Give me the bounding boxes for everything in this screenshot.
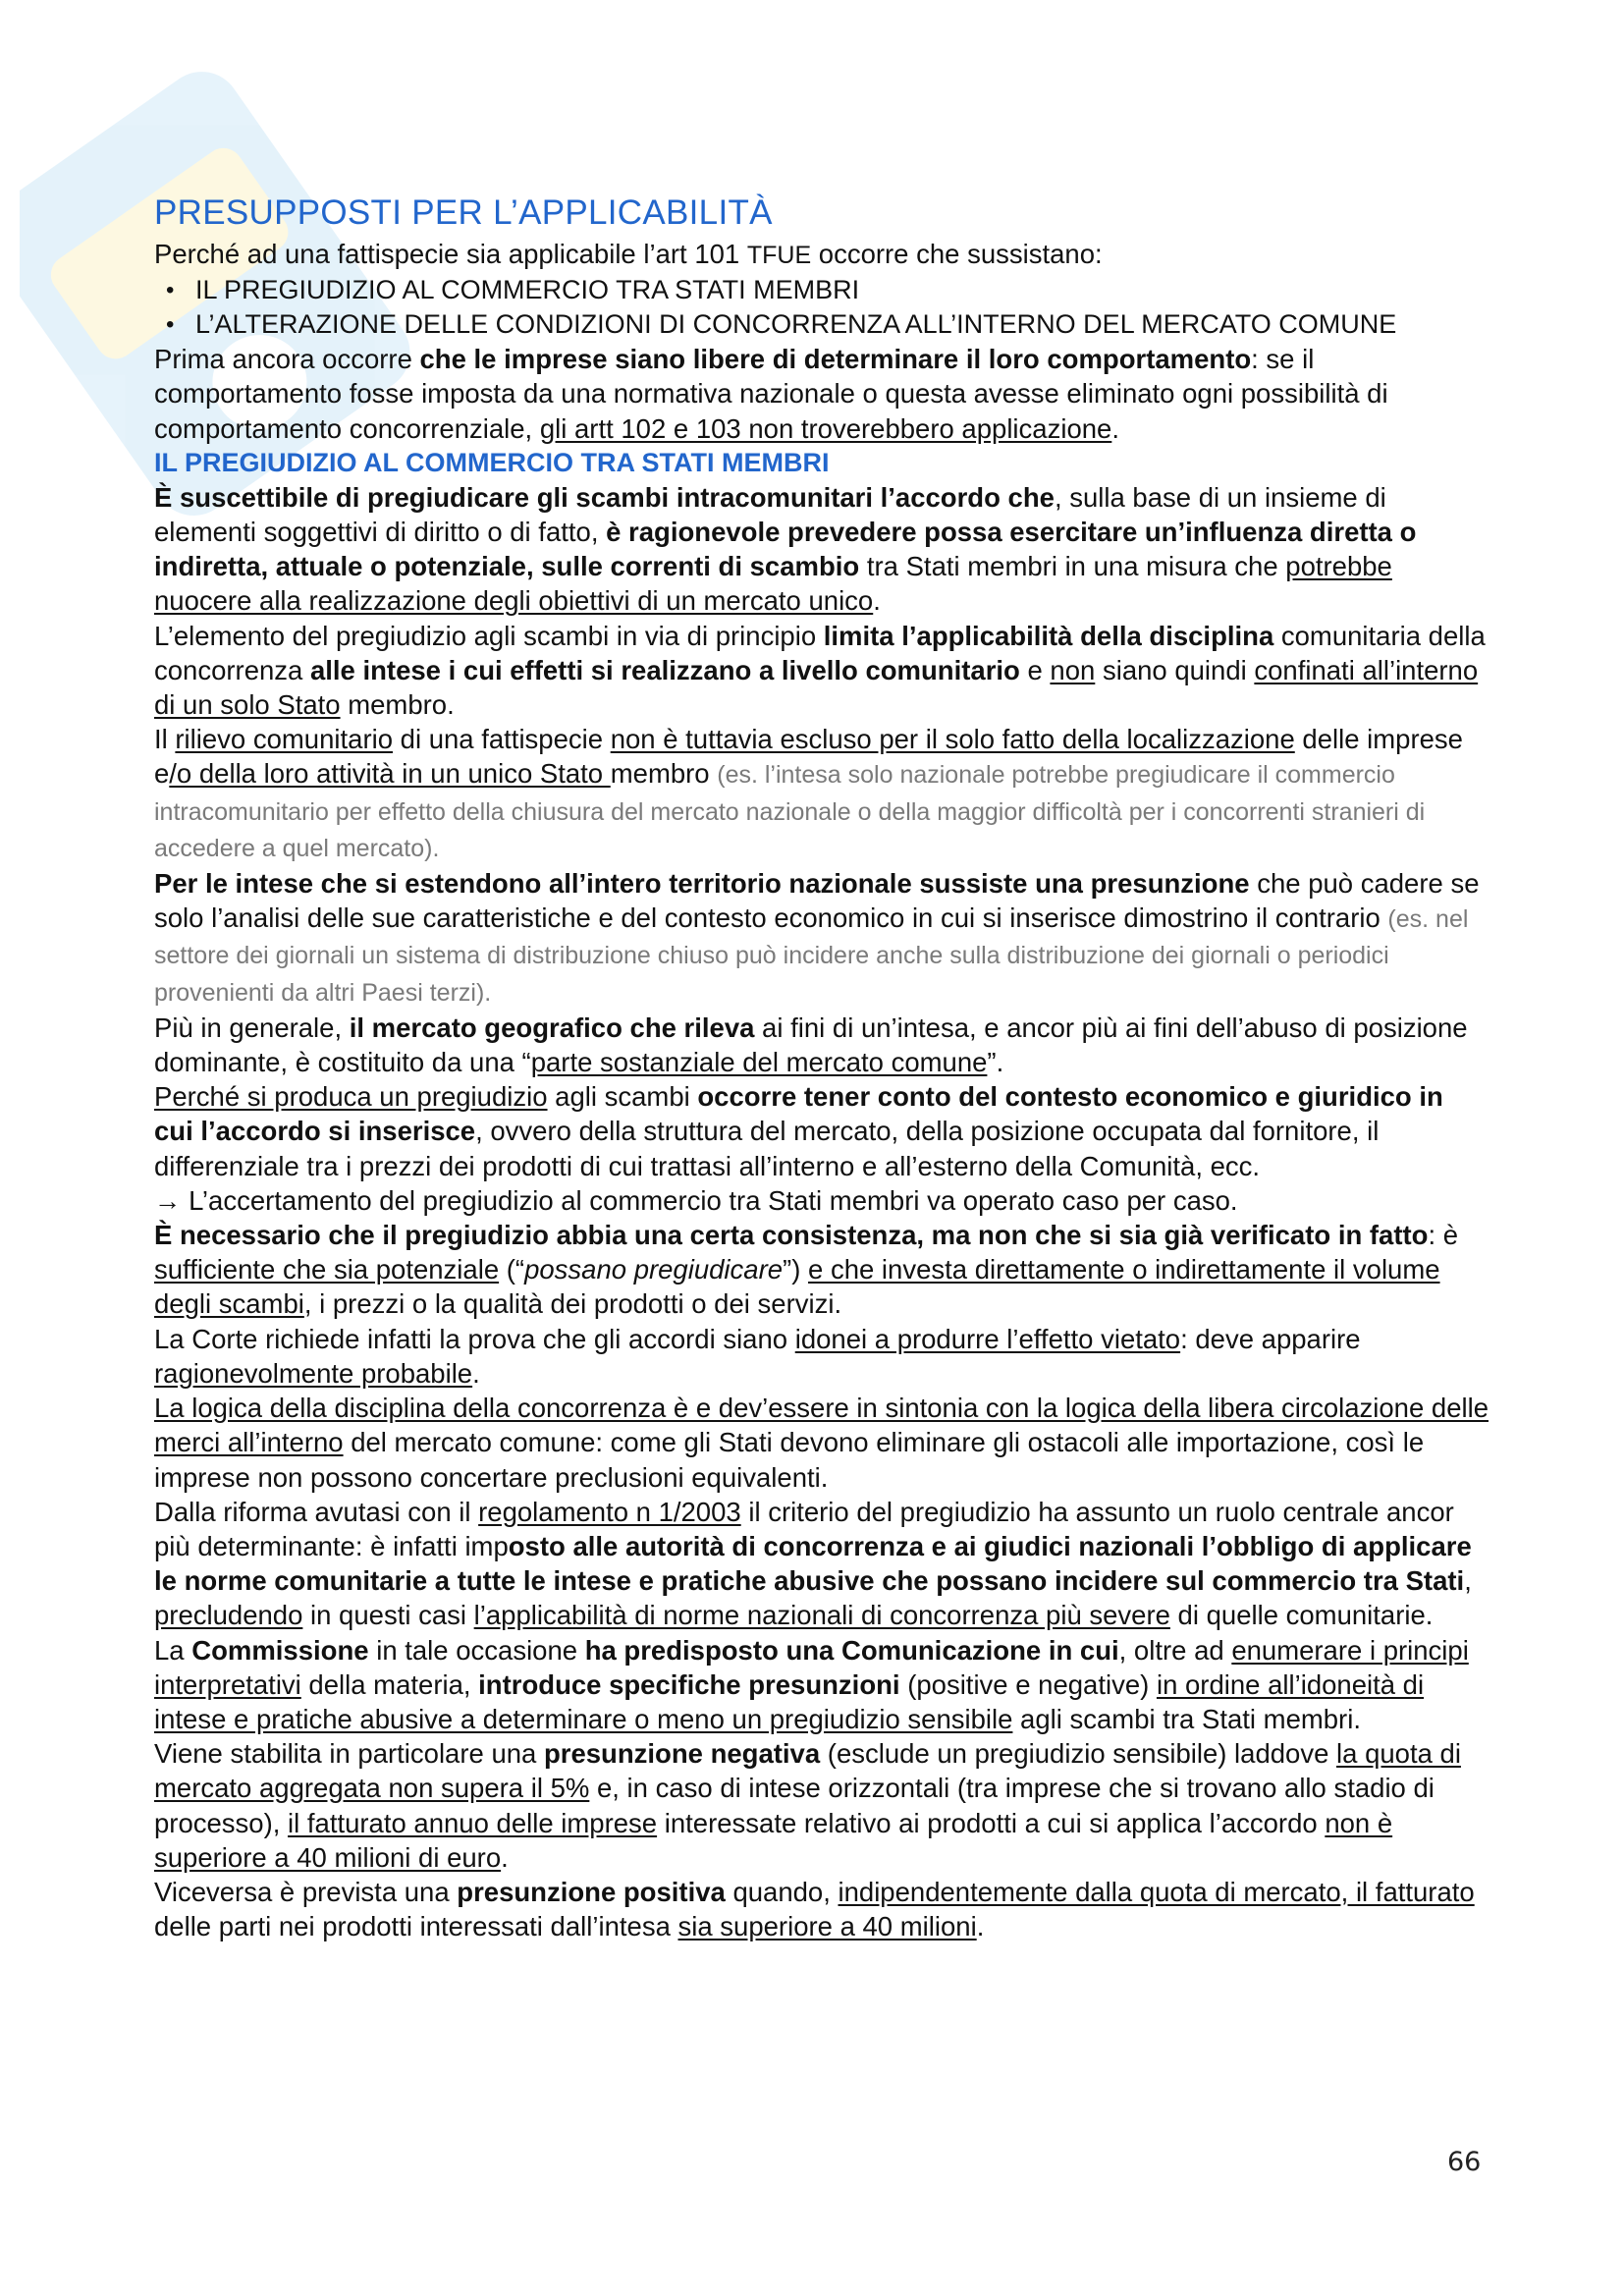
paragraph: La logica della disciplina della concorrenza è e dev’essere in sintonia con la logica della libera circolazione delle merci all’interno del mercato comune: come gli Stati devono eliminare gli ostacoli alle importazione, così le imprese non possono concertare preclusioni equivalenti. — [154, 1393, 1489, 1493]
paragraph: Viceversa è prevista una presunzione positiva quando, indipendentemente dalla quota di mercato, il fatturato delle parti nei prodotti interessati dall’intesa sia superiore a 40 milioni. — [154, 1876, 1475, 1942]
page-number: 66 — [1447, 2147, 1482, 2177]
requirements-list — [154, 273, 1489, 342]
section-heading: IL PREGIUDIZIO AL COMMERCIO TRA STATI MEMBRI — [154, 447, 830, 477]
intro-paragraph: Perché ad una fattispecie sia applicabile l’art 101 TFUE occorre che sussistano: — [154, 239, 1103, 269]
paragraph: Prima ancora occorre che le imprese siano libere di determinare il loro comportamento: se il comportamento fosse imposta da una normativa nazionale o questa avesse eliminato ogni possibilità di comportamento concorrenziale, gli artt 102 e 103 non troverebbero applicazione. — [154, 344, 1388, 444]
paragraph: Dalla riforma avutasi con il regolamento n 1/2003 il criterio del pregiudizio ha assunto un ruolo centrale ancor più determinante: è infatti imposto alle autorità di concorrenza e ai giudici nazionali l’obbligo di applicare le norme comunitarie a tutte le intese e pratiche abusive che possano incidere sul commercio tra Stati, precludendo in questi casi l’applicabilità di norme nazionali di concorrenza più severe di quelle comunitarie. — [154, 1496, 1472, 1631]
paragraph: La Commissione in tale occasione ha predisposto una Comunicazione in cui, oltre ad enumerare i principi interpretativi della materia, introduce specifiche presunzioni (positive e negative) in ordine all’idoneità di intese e pratiche abusive a determinare o meno un pregiudizio sensibile agli scambi tra Stati membri. — [154, 1634, 1469, 1734]
paragraph: Più in generale, il mercato geografico che rileva ai fini di un’intesa, e ancor più ai fini dell’abuso di posizione dominante, è costituito da una “parte sostanziale del mercato comune”. — [154, 1011, 1468, 1078]
paragraph: Viene stabilita in particolare una presunzione negativa (esclude un pregiudizio sensibile) laddove la quota di mercato aggregata non supera il 5% e, in caso di intese orizzontali (tra imprese che si trovano allo stadio di processo), il fatturato annuo delle imprese interessate relativo ai prodotti a cui si applica l’accordo non è superiore a 40 milioni di euro. — [154, 1738, 1461, 1873]
paragraph: È suscettibile di pregiudicare gli scambi intracomunitari l’accordo che, sulla base di un insieme di elementi soggettivi di diritto o di fatto, è ragionevole prevedere possa esercitare un’influenza diretta o indiretta, attuale o potenziale, sulle correnti di scambio tra Stati membri in una misura che potrebbe nuocere alla realizzazione degli obiettivi di un mercato unico. — [154, 481, 1417, 617]
paragraph: Per le intese che si estendono all’intero territorio nazionale sussiste una presunzione che può cadere se solo l’analisi delle sue caratteristiche e del contesto economico in cui si inserisce dimostrino il contrario (es. nel settore dei giornali un sistema di distribuzione chiuso può incidere anche sulla distribuzione dei giornali o periodici provenienti da altri Paesi terzi). — [154, 868, 1480, 1007]
paragraph: Il rilievo comunitario di una fattispecie non è tuttavia escluso per il solo fatto della localizzazione delle imprese e/o della loro attività in un unico Stato membro (es. l’intesa solo nazionale potrebbe pregiudicare il commercio intracomunitario per effetto della chiusura del mercato nazionale o della maggior difficoltà per i concorrenti stranieri di accedere a quel mercato). — [154, 724, 1463, 862]
arrow-icon: → — [154, 1184, 182, 1216]
paragraph: → L’accertamento del pregiudizio al commercio tra Stati membri va operato caso per caso. — [154, 1184, 1238, 1216]
list-item: • IL PREGIUDIZIO AL COMMERCIO TRA STATI MEMBRI — [195, 273, 1489, 307]
paragraph: Perché si produca un pregiudizio agli scambi occorre tener conto del contesto economico e giuridico in cui l’accordo si inserisce, ovvero della struttura del mercato, della posizione occupata dal fornitore, il differenziale tra i prezzi dei prodotti di cui trattasi all’interno e all’esterno della Comunità, ecc. — [154, 1081, 1443, 1181]
page-title: PRESUPPOSTI PER L’APPLICABILITÀ — [154, 193, 773, 232]
paragraph: L’elemento del pregiudizio agli scambi in via di principio limita l’applicabilità della disciplina comunitaria della concorrenza alle intese i cui effetti si realizzano a livello comunitario e non siano quindi confinati all’interno di un solo Stato membro. — [154, 620, 1486, 721]
paragraph: La Corte richiede infatti la prova che gli accordi siano idonei a produrre l’effetto vietato: deve apparire ragionevolmente probabile. — [154, 1323, 1361, 1389]
document-page — [154, 191, 1489, 1943]
paragraph: È necessario che il pregiudizio abbia una certa consistenza, ma non che si sia già verificato in fatto: è sufficiente che sia potenziale (“possano pregiudicare”) e che investa direttamente o indirettamente il volume degli scambi, i prezzi o la qualità dei prodotti o dei servizi. — [154, 1220, 1459, 1320]
list-item: • L’ALTERAZIONE DELLE CONDIZIONI DI CONCORRENZA ALL’INTERNO DEL MERCATO COMUNE — [195, 307, 1489, 342]
